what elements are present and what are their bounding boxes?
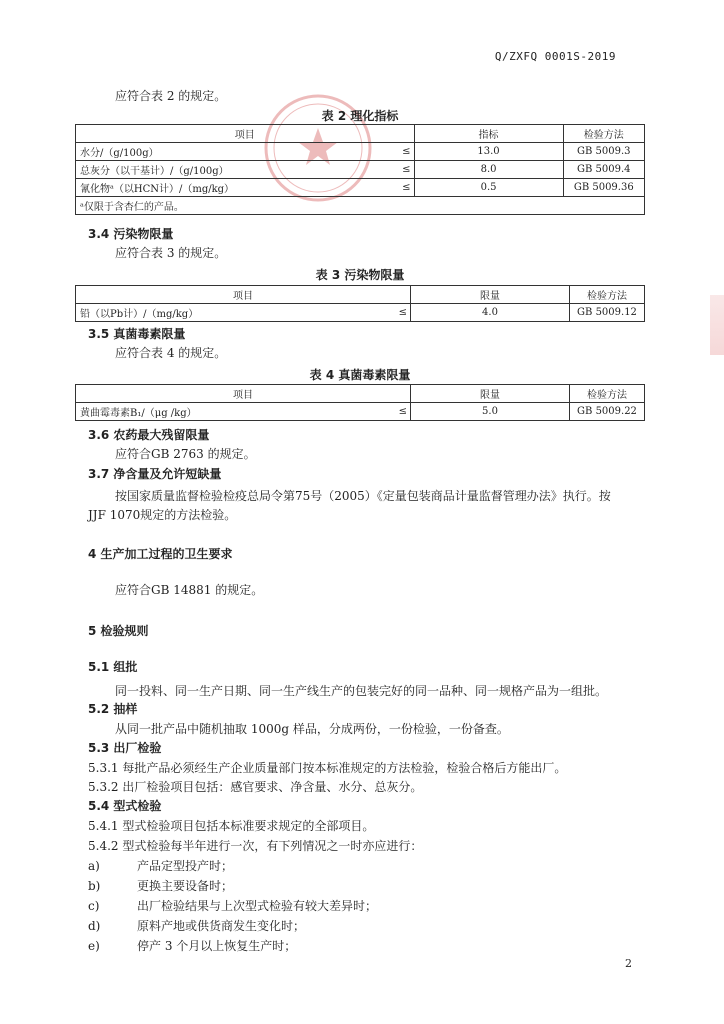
section-3-6-heading: 3.6 农药最大残留限量 [88,428,210,442]
section-3-4-text: 应符合表 3 的规定。 [115,246,227,260]
section-4-text: 应符合GB 14881 的规定。 [115,583,264,597]
section-5-2-heading: 5.2 抽样 [88,702,138,716]
table3-row1-symbol: ≤ [393,304,411,322]
section-5-3-heading: 5.3 出厂检验 [88,741,162,755]
document-code: Q/ZXFQ 0001S-2019 [494,50,616,63]
table4-header-method: 检验方法 [569,385,644,403]
table2-footnote: ᵃ仅限于含杏仁的产品。 [76,197,645,215]
edge-stamp-fragment [710,295,724,355]
table4-row1-item: 黄曲霉毒素B₁/（μg /kg） [76,403,393,421]
table2-row3-symbol: ≤ [397,179,415,197]
table2-header-indicator: 指标 [414,125,563,143]
table3-row1-value: 4.0 [410,304,569,322]
section-5-3-1-text: 5.3.1 每批产品必须经生产企业质量部门按本标准规定的方法检验，检验合格后方能出厂。 [88,761,567,775]
table2-row1-item: 水分/（g/100g） [76,143,397,161]
list-item-a-mark: a) [88,859,100,873]
table4-row1-value: 5.0 [410,403,569,421]
table2-caption: 表 2 理化指标 [321,109,399,123]
section-3-5-heading: 3.5 真菌毒素限量 [88,327,186,341]
table3-row1-item: 铅（以Pb计）/（mg/kg） [76,304,393,322]
section-3-4-heading: 3.4 污染物限量 [88,227,174,241]
table2-header-item: 项目 [76,125,415,143]
table-row [76,403,645,421]
section-5-4-2-text: 5.4.2 型式检验每半年进行一次，有下列情况之一时亦应进行： [88,839,423,853]
list-item-d-text: 原料产地或供货商发生变化时； [137,919,306,933]
section-3-7-heading: 3.7 净含量及允许短缺量 [88,467,222,481]
list-item-b-mark: b) [88,879,101,893]
section-5-3-2-text: 5.3.2 出厂检验项目包括：感官要求、净含量、水分、总灰分。 [88,780,423,794]
section-5-heading: 5 检验规则 [88,624,149,638]
table3-header-item: 项目 [76,286,411,304]
table3-row1-method: GB 5009.12 [569,304,644,322]
section-5-4-1-text: 5.4.1 型式检验项目包括本标准要求规定的全部项目。 [88,819,375,833]
table2-row1-symbol: ≤ [397,143,415,161]
table2-row1-method: GB 5009.3 [563,143,644,161]
section-3-6-text: 应符合GB 2763 的规定。 [115,447,256,461]
table2-row3-method: GB 5009.36 [563,179,644,197]
table2-row3-item: 氰化物ᵃ（以HCN计）/（mg/kg） [76,179,397,197]
section-5-1-heading: 5.1 组批 [88,660,138,674]
list-item-e-mark: e) [88,939,100,953]
intro-line: 应符合表 2 的规定。 [115,89,227,103]
table3-header-method: 检验方法 [569,286,644,304]
table3-header-limit: 限量 [410,286,569,304]
table2-row2-symbol: ≤ [397,161,415,179]
page-number: 2 [625,957,632,970]
table4-row1-symbol: ≤ [393,403,411,421]
list-item-c-mark: c) [88,899,100,913]
table-row [76,179,645,197]
table2-row2-method: GB 5009.4 [563,161,644,179]
table2-row2-value: 8.0 [414,161,563,179]
section-5-1-text: 同一投料、同一生产日期、同一生产线生产的包装完好的同一品种、同一规格产品为一组批。 [115,684,608,698]
table4-header-limit: 限量 [410,385,569,403]
table2-row3-value: 0.5 [414,179,563,197]
section-4-heading: 4 生产加工过程的卫生要求 [88,547,233,561]
table3-caption: 表 3 污染物限量 [315,268,405,282]
table2-row2-item: 总灰分（以干基计）/（g/100g） [76,161,397,179]
section-3-7-line2: JJF 1070规定的方法检验。 [88,508,237,522]
list-item-c-text: 出厂检验结果与上次型式检验有较大差异时； [137,899,378,913]
table2-header-method: 检验方法 [563,125,644,143]
list-item-a-text: 产品定型投产时； [137,859,234,873]
list-item-d-mark: d) [88,919,101,933]
table2-physicochemical [75,124,645,215]
table-row [76,161,645,179]
table-row [76,304,645,322]
table-row [76,143,645,161]
list-item-e-text: 停产 3 个月以上恢复生产时； [137,939,297,953]
table4-row1-method: GB 5009.22 [569,403,644,421]
table4-mycotoxins [75,384,645,421]
section-5-2-text: 从同一批产品中随机抽取 1000g 样品，分成两份，一份检验，一份备查。 [115,722,509,736]
list-item-b-text: 更换主要设备时； [137,879,234,893]
section-5-4-heading: 5.4 型式检验 [88,799,162,813]
table4-caption: 表 4 真菌毒素限量 [309,368,411,382]
table2-row1-value: 13.0 [414,143,563,161]
section-3-7-line1: 按国家质量监督检验检疫总局令第75号（2005）《定量包装商品计量监督管理办法》执行。按 [115,489,611,503]
section-3-5-text: 应符合表 4 的规定。 [115,346,227,360]
table3-contaminants [75,285,645,322]
table4-header-item: 项目 [76,385,411,403]
